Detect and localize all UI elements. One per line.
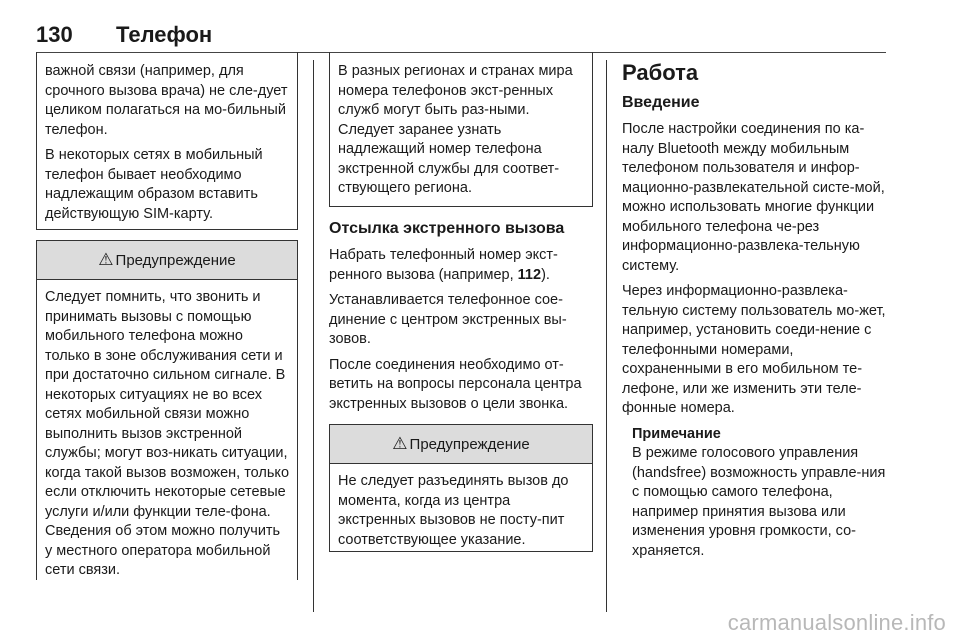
warning-header [330, 425, 592, 464]
col2-box-text: В разных регионах и странах мира номера телефонов экст-ренных служб могут быть раз-ными. Следует заранее узнать надлежащий номер телефона экстренной службы для соответ-ствующего региона. [338, 63, 573, 196]
warning-triangle-icon: ⚠ [392, 434, 408, 453]
emergency-number: 112 [517, 266, 542, 283]
column-3 [622, 60, 886, 567]
watermark: carmanualsonline.info [727, 610, 946, 635]
note-text: В режиме голосового управления (handsfree) возможность управле-ния с помощью самого телефона, например принятия вызова или изменения уровня громкости, со-храняется. [632, 445, 886, 559]
warning-text: Не следует разъединять вызов до момента, когда из центра экстренных вызовов не посту-пит соответствующее указание. [338, 473, 569, 548]
warning-text: Следует помнить, что звонить и принимать вызовы с помощью мобильного телефона можно только в зоне обслуживания сети и при достаточно сильном сигнале. В некоторых ситуациях не во всех сетях мобильной связи можно выполнить вызов экстренной службы; могут воз-никать ситуации, когда такой вызов возможен, только если отключить некоторые сетевые услуги и/или функции теле-фона. Сведения об этом можно получить у местного оператора мобильной сети связи. [45, 289, 290, 578]
col2-top-box [329, 52, 593, 207]
page-title: Телефон [116, 22, 213, 47]
col2-paragraph: После соединения необходимо от-ветить на вопросы персонала центра экстренных вызовов о цели звонка. [329, 356, 582, 412]
column-divider [313, 60, 314, 612]
col3-paragraph: После настройки соединения по ка-налу Bluetooth между мобильным телефоном пользователя и инфор-мационно-развлекательной систе-мой, можно использовать многие функции мобильного телефона че-рез информационно-развлека-тельную систему. [622, 121, 885, 274]
page-number: 130 [36, 22, 73, 47]
column-divider [606, 60, 607, 612]
col3-paragraph: Через информационно-развлека-тельную систему пользователь мо-жет, например, установить соеди-нение с телефонными номерами, сохраненными в его мобильном те-лефоне, или же изменить эти теле-фонные номера. [622, 283, 886, 416]
warning-title: Предупреждение [409, 435, 530, 453]
col1-paragraph: важной связи (например, для срочного вызова врача) не сле-дует целиком полагаться на мо-бильный телефон. [45, 63, 288, 138]
col2-paragraph: Набрать телефонный номер экст-ренного вызова (например, 112). [329, 247, 558, 283]
section-heading: Отсылка экстренного вызова [329, 220, 565, 237]
col2-paragraph: Устанавливается телефонное сое-динение с центром экстренных вы-зовов. [329, 292, 567, 347]
note-block [622, 425, 886, 562]
subsection-title: Введение [622, 94, 700, 111]
col2-warning-box [329, 424, 593, 552]
note-title: Примечание [632, 425, 721, 442]
warning-header [37, 241, 297, 280]
col1-top-box [36, 52, 298, 230]
warning-triangle-icon: ⚠ [98, 250, 114, 269]
page-header [36, 22, 886, 52]
col1-paragraph: В некоторых сетях в мобильный телефон бывает необходимо надлежащим образом вставить действующую SIM-карту. [45, 147, 263, 222]
col1-warning-box [36, 240, 298, 580]
warning-title: Предупреждение [115, 251, 236, 269]
section-title: Работа [622, 60, 699, 85]
